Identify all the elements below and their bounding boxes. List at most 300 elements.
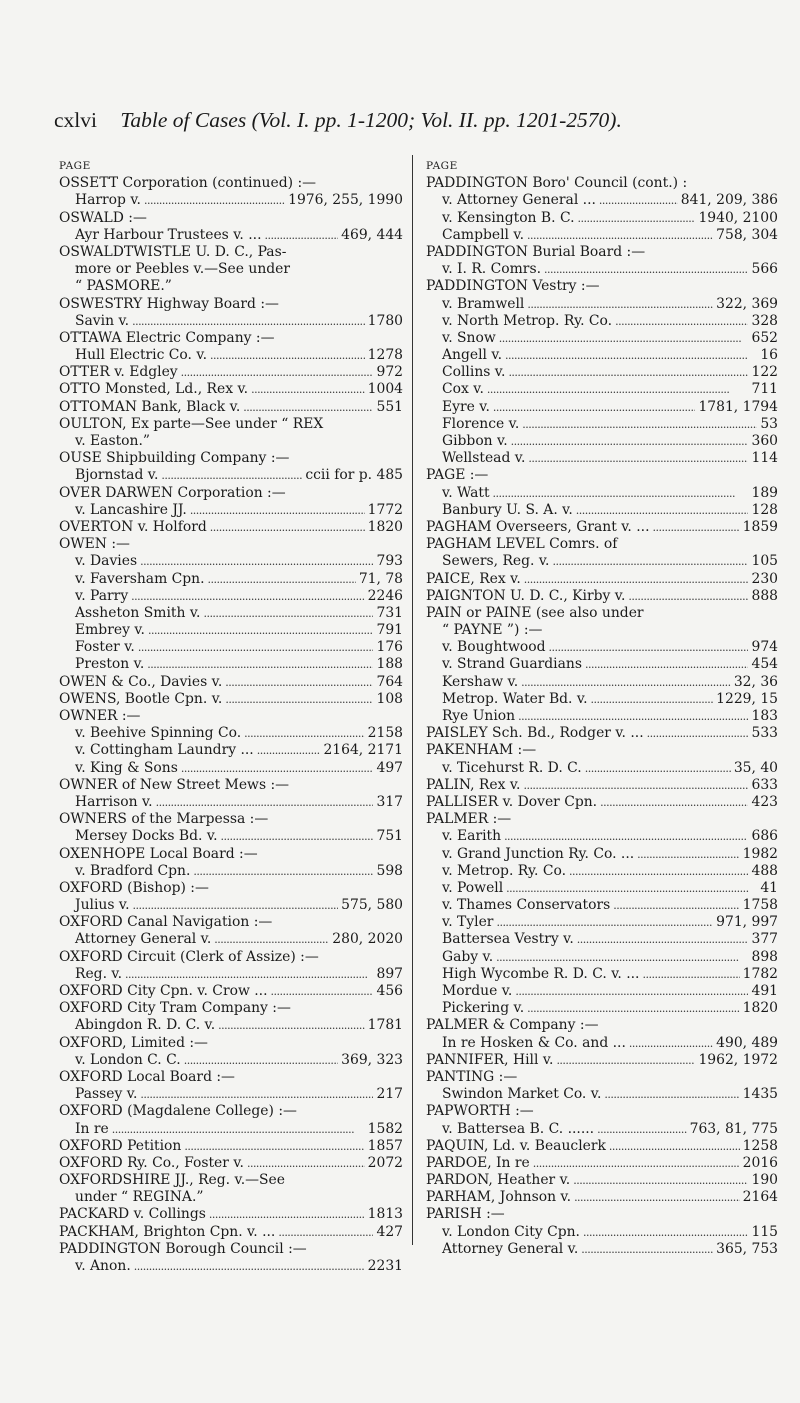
leader-dots bbox=[591, 691, 714, 708]
index-entry bbox=[59, 588, 403, 605]
entry-pages: 369, 323 bbox=[341, 1051, 403, 1068]
index-entry bbox=[59, 1241, 403, 1258]
entry-text: Foster v. bbox=[75, 639, 135, 656]
index-entry bbox=[426, 519, 778, 536]
entry-text: v. Boughtwood bbox=[442, 639, 546, 656]
entry-text: OVERTON v. Holford bbox=[59, 518, 207, 535]
entry-pages: 1940, 2100 bbox=[698, 209, 778, 226]
index-entry bbox=[426, 1069, 778, 1086]
leader-dots bbox=[508, 364, 748, 381]
index-entry bbox=[59, 1017, 403, 1034]
index-entry bbox=[59, 519, 403, 536]
index-entry bbox=[59, 330, 403, 347]
index-entry bbox=[59, 536, 403, 553]
entry-pages: 456 bbox=[376, 983, 403, 999]
entry-pages: 711 bbox=[751, 381, 778, 398]
index-entry bbox=[59, 244, 403, 261]
leader-dots bbox=[132, 313, 365, 330]
entry-text: Abingdon R. D. C. v. bbox=[75, 1017, 216, 1034]
entry-text: v. Ticehurst R. D. C. bbox=[442, 759, 582, 776]
entry-text: OTTER v. Edgley bbox=[59, 364, 178, 381]
entry-pages: 490, 489 bbox=[716, 1034, 778, 1051]
entry-pages: 427 bbox=[376, 1223, 403, 1240]
leader-dots bbox=[209, 1206, 365, 1223]
index-entry bbox=[59, 571, 403, 588]
index-entry bbox=[59, 983, 403, 1000]
leader-dots bbox=[615, 313, 748, 330]
index-entry bbox=[426, 846, 778, 863]
index-entry bbox=[59, 760, 403, 777]
leader-dots bbox=[161, 467, 302, 484]
leader-dots bbox=[504, 828, 748, 845]
entry-text: In re bbox=[75, 1120, 109, 1137]
index-entry bbox=[426, 1086, 778, 1103]
index-entry bbox=[59, 364, 403, 381]
entry-text: OSWALD :— bbox=[59, 209, 147, 226]
entry-text: Attorney General v. bbox=[75, 931, 212, 948]
leader-dots bbox=[573, 1172, 748, 1189]
index-entry bbox=[59, 811, 403, 828]
entry-pages: 53 bbox=[760, 415, 778, 432]
entry-text: Passey v. bbox=[75, 1086, 138, 1103]
index-entry bbox=[59, 296, 403, 313]
entry-pages: 1782 bbox=[742, 965, 778, 982]
entry-pages: 488 bbox=[751, 862, 778, 879]
entry-pages: 71, 78 bbox=[358, 570, 403, 587]
leader-dots bbox=[496, 914, 713, 931]
index-entry bbox=[59, 794, 403, 811]
entry-text: PALIN, Rex v. bbox=[426, 776, 521, 793]
index-entry bbox=[426, 313, 778, 330]
leader-dots bbox=[569, 863, 748, 880]
entry-text: Mersey Docks Bd. v. bbox=[75, 828, 218, 845]
entry-text: PAQUIN, Ld. v. Beauclerk bbox=[426, 1137, 606, 1154]
leader-dots bbox=[184, 1052, 338, 1069]
index-entry bbox=[59, 192, 403, 209]
leader-dots bbox=[583, 1224, 749, 1241]
entry-pages: 2072 bbox=[367, 1154, 403, 1171]
entry-text: v. Earith bbox=[442, 828, 502, 845]
index-entry bbox=[59, 880, 403, 897]
entry-text: PAGE bbox=[426, 160, 458, 172]
entry-text: v. Anon. bbox=[75, 1258, 131, 1274]
index-entry bbox=[59, 1069, 403, 1086]
leader-dots bbox=[585, 760, 731, 777]
index-entry bbox=[59, 846, 403, 863]
leader-dots bbox=[581, 1241, 713, 1258]
leader-dots bbox=[597, 1121, 687, 1138]
entry-text: PAKENHAM :— bbox=[426, 742, 537, 759]
index-entry bbox=[59, 210, 403, 227]
leader-dots bbox=[609, 1138, 740, 1155]
entry-pages: 122 bbox=[751, 364, 778, 381]
index-entry bbox=[426, 553, 778, 570]
entry-pages: 189 bbox=[751, 484, 778, 501]
entry-pages: 190 bbox=[751, 1172, 778, 1189]
entry-text: OTTO Monsted, Ld., Rex v. bbox=[59, 381, 249, 398]
leader-dots bbox=[181, 760, 374, 777]
entry-text: PANNIFER, Hill v. bbox=[426, 1051, 554, 1068]
index-entry bbox=[59, 1206, 403, 1223]
entry-pages: 108 bbox=[376, 690, 403, 707]
index-entry bbox=[59, 433, 403, 450]
entry-text: “ PAYNE ”) :— bbox=[442, 622, 543, 639]
index-entry bbox=[59, 674, 403, 691]
entry-text: v. London City Cpn. bbox=[442, 1223, 580, 1240]
leader-dots bbox=[506, 880, 757, 897]
entry-text: OWNERS of the Marpessa :— bbox=[59, 811, 269, 828]
index-entry bbox=[426, 330, 778, 347]
index-entry bbox=[426, 931, 778, 948]
entry-pages: 1772 bbox=[367, 501, 403, 518]
entry-text: OULTON, Ex parte—See under “ REX bbox=[59, 415, 324, 432]
index-entry bbox=[426, 983, 778, 1000]
index-entry bbox=[426, 502, 778, 519]
index-entry bbox=[59, 914, 403, 931]
entry-pages: 491 bbox=[751, 983, 778, 999]
leader-dots bbox=[225, 691, 373, 708]
entry-text: v. Bradford Cpn. bbox=[75, 862, 191, 879]
leader-dots bbox=[647, 725, 749, 742]
entry-text: Mordue v. bbox=[442, 983, 513, 999]
entry-text: Julius v. bbox=[75, 897, 130, 914]
index-entry bbox=[59, 742, 403, 759]
entry-text: OXFORD Canal Navigation :— bbox=[59, 914, 273, 931]
entry-text: OXFORD, Limited :— bbox=[59, 1034, 208, 1051]
index-entry bbox=[426, 897, 778, 914]
index-entry bbox=[59, 622, 403, 639]
index-entry bbox=[426, 1155, 778, 1172]
entry-text: OXFORD (Magdalene College) :— bbox=[59, 1103, 297, 1120]
entry-pages: 322, 369 bbox=[716, 295, 778, 312]
index-entry bbox=[59, 1155, 403, 1172]
index-entry bbox=[59, 1172, 403, 1189]
leader-dots bbox=[629, 1035, 713, 1052]
entry-text: Harrison v. bbox=[75, 793, 153, 810]
entry-text: Pickering v. bbox=[442, 1000, 525, 1017]
entry-text: v. Cottingham Laundry ... bbox=[75, 742, 254, 759]
entry-text: v. Powell bbox=[442, 879, 504, 896]
entry-text: Hull Electric Co. v. bbox=[75, 347, 207, 364]
entry-pages: 1278 bbox=[367, 347, 403, 364]
index-entry bbox=[426, 605, 778, 622]
index-entry bbox=[426, 261, 778, 278]
entry-text: PAIGNTON U. D. C., Kirby v. bbox=[426, 587, 626, 604]
entry-text: v. Tyler bbox=[442, 914, 494, 931]
leader-dots bbox=[257, 742, 321, 759]
entry-text: v. London C. C. bbox=[75, 1051, 181, 1068]
entry-text: Sewers, Reg. v. bbox=[442, 553, 550, 570]
leader-dots bbox=[138, 639, 374, 656]
entry-pages: 280, 2020 bbox=[332, 931, 403, 948]
leader-dots bbox=[574, 1189, 740, 1206]
index-entry bbox=[426, 467, 778, 484]
index-entry bbox=[426, 450, 778, 467]
index-entry bbox=[59, 399, 403, 416]
leader-dots bbox=[278, 1224, 373, 1241]
entry-text: OXENHOPE Local Board :— bbox=[59, 845, 258, 862]
entry-text: Preston v. bbox=[75, 656, 145, 673]
index-entry bbox=[59, 897, 403, 914]
entry-pages: 1859 bbox=[742, 518, 778, 535]
index-entry bbox=[59, 1103, 403, 1120]
leader-dots bbox=[265, 227, 339, 244]
leader-dots bbox=[193, 863, 373, 880]
entry-pages: 328 bbox=[751, 312, 778, 329]
index-entry bbox=[59, 227, 403, 244]
index-entry bbox=[426, 296, 778, 313]
index-entry bbox=[426, 914, 778, 931]
index-entry bbox=[426, 708, 778, 725]
entry-text: Embrey v. bbox=[75, 622, 145, 639]
index-entry bbox=[426, 175, 778, 192]
entry-text: OWNER of New Street Mews :— bbox=[59, 776, 290, 793]
entry-text: PARHAM, Johnson v. bbox=[426, 1189, 572, 1206]
index-entry bbox=[426, 1052, 778, 1069]
entry-text: PANTING :— bbox=[426, 1068, 518, 1085]
entry-text: OXFORD (Bishop) :— bbox=[59, 879, 209, 896]
index-entry bbox=[426, 485, 778, 502]
index-entry bbox=[59, 1035, 403, 1052]
entry-text: Kershaw v. bbox=[442, 673, 519, 690]
entry-text: Angell v. bbox=[442, 347, 503, 364]
entry-text: Florence v. bbox=[442, 415, 520, 432]
index-entry bbox=[59, 261, 403, 278]
index-entry bbox=[426, 1103, 778, 1120]
entry-pages: 217 bbox=[376, 1086, 403, 1103]
index-entry bbox=[426, 433, 778, 450]
entry-pages: 32, 36 bbox=[733, 673, 778, 690]
index-entry bbox=[426, 399, 778, 416]
index-entry bbox=[426, 656, 778, 673]
entry-pages: 423 bbox=[751, 793, 778, 810]
entry-text: Gaby v. bbox=[442, 948, 494, 965]
entry-text: PARDOE, In re bbox=[426, 1154, 530, 1171]
leader-dots bbox=[548, 639, 748, 656]
entry-pages: 763, 81, 775 bbox=[689, 1120, 778, 1137]
entry-text: OSWESTRY Highway Board :— bbox=[59, 295, 279, 312]
entry-text: PACKARD v. Collings bbox=[59, 1206, 206, 1223]
entry-text: OXFORD City Tram Company :— bbox=[59, 1000, 291, 1017]
entry-text: Campbell v. bbox=[442, 226, 524, 243]
leader-dots bbox=[652, 519, 739, 536]
index-entry bbox=[59, 467, 403, 484]
index-entry bbox=[426, 192, 778, 209]
entry-text: PACKHAM, Brighton Cpn. v. ... bbox=[59, 1223, 276, 1240]
entry-text: PADDINGTON Vestry :— bbox=[426, 278, 600, 295]
leader-dots bbox=[527, 296, 713, 313]
index-entry bbox=[59, 708, 403, 725]
entry-text: v. Battersea B. C. ...... bbox=[442, 1120, 595, 1137]
entry-text: PARDON, Heather v. bbox=[426, 1172, 571, 1189]
entry-pages: 469, 444 bbox=[341, 226, 403, 243]
index-entry bbox=[426, 1241, 778, 1258]
leader-dots bbox=[505, 347, 757, 364]
entry-text: PAGE :— bbox=[426, 467, 489, 484]
entry-text: OUSE Shipbuilding Company :— bbox=[59, 450, 290, 467]
leader-dots bbox=[628, 588, 748, 605]
index-entry bbox=[426, 1206, 778, 1223]
entry-text: OTTOMAN Bank, Black v. bbox=[59, 398, 241, 415]
leader-dots bbox=[140, 1086, 373, 1103]
index-entry bbox=[426, 536, 778, 553]
entry-pages: 898 bbox=[751, 948, 778, 965]
leader-dots bbox=[578, 210, 696, 227]
leader-dots bbox=[251, 381, 365, 398]
entry-text: PALMER & Company :— bbox=[426, 1017, 599, 1034]
entry-pages: 1976, 255, 1990 bbox=[288, 192, 403, 209]
index-entry bbox=[59, 347, 403, 364]
entry-pages: 598 bbox=[376, 862, 403, 879]
entry-pages: 1258 bbox=[742, 1137, 778, 1154]
index-entry bbox=[59, 1052, 403, 1069]
index-entry bbox=[426, 811, 778, 828]
entry-text: v. King & Sons bbox=[75, 759, 178, 776]
leader-dots bbox=[544, 261, 749, 278]
entry-pages: 793 bbox=[376, 553, 403, 570]
index-entry bbox=[426, 1000, 778, 1017]
leader-dots bbox=[527, 1000, 739, 1017]
leader-dots bbox=[140, 553, 373, 570]
leader-dots bbox=[518, 708, 748, 725]
index-entry bbox=[426, 347, 778, 364]
index-entry bbox=[59, 1086, 403, 1103]
entry-pages: 2016 bbox=[742, 1154, 778, 1171]
entry-pages: 1780 bbox=[367, 312, 403, 329]
entry-pages: 114 bbox=[751, 450, 778, 467]
entry-text: PAISLEY Sch. Bd., Rodger v. ... bbox=[426, 725, 644, 742]
entry-pages: 41 bbox=[760, 879, 778, 896]
index-entry bbox=[59, 966, 403, 983]
entry-text: OXFORD Local Board :— bbox=[59, 1068, 235, 1085]
entry-pages: 183 bbox=[751, 708, 778, 724]
leader-dots bbox=[576, 502, 749, 519]
index-entry bbox=[59, 502, 403, 519]
leader-dots bbox=[144, 192, 285, 209]
index-entry bbox=[59, 1224, 403, 1241]
index-entry bbox=[426, 381, 778, 398]
leader-dots bbox=[493, 485, 749, 502]
entry-text: PALMER :— bbox=[426, 811, 512, 828]
index-entry bbox=[426, 416, 778, 433]
index-entry bbox=[59, 553, 403, 570]
leader-dots bbox=[203, 605, 373, 622]
entry-text: v. Faversham Cpn. bbox=[75, 570, 205, 587]
entry-pages: 1229, 15 bbox=[716, 690, 778, 707]
entry-pages: 758, 304 bbox=[716, 226, 778, 243]
index-entry bbox=[59, 450, 403, 467]
entry-pages: 652 bbox=[751, 329, 778, 346]
entry-pages: 377 bbox=[751, 931, 778, 948]
leader-dots bbox=[585, 656, 749, 673]
entry-pages: 16 bbox=[760, 347, 778, 364]
index-entry bbox=[426, 1017, 778, 1034]
index-entry bbox=[59, 278, 403, 295]
leader-dots bbox=[181, 364, 374, 381]
index-entry bbox=[426, 674, 778, 691]
leader-dots bbox=[528, 450, 748, 467]
leader-dots bbox=[214, 931, 329, 948]
index-entry bbox=[426, 639, 778, 656]
leader-dots bbox=[523, 777, 748, 794]
entry-text: OXFORDSHIRE JJ., Reg. v.—See bbox=[59, 1172, 285, 1189]
index-entry bbox=[426, 725, 778, 742]
entry-text: Rye Union bbox=[442, 708, 516, 724]
entry-text: PAGHAM LEVEL Comrs. of bbox=[426, 536, 618, 553]
entry-text: v. Beehive Spinning Co. bbox=[75, 725, 242, 742]
index-entry bbox=[59, 1121, 403, 1138]
entry-text: v. Lancashire JJ. bbox=[75, 501, 187, 518]
index-entry bbox=[59, 175, 403, 192]
leader-dots bbox=[642, 966, 739, 983]
leader-dots bbox=[499, 330, 749, 347]
entry-text: Cox v. bbox=[442, 381, 484, 398]
entry-pages: 2158 bbox=[367, 725, 403, 742]
leader-dots bbox=[244, 725, 364, 742]
page-header bbox=[54, 108, 780, 133]
index-entry bbox=[426, 1035, 778, 1052]
leader-dots bbox=[225, 674, 373, 691]
index-entry bbox=[59, 485, 403, 502]
entry-text: OTTAWA Electric Company :— bbox=[59, 329, 275, 346]
entry-pages: 1435 bbox=[742, 1086, 778, 1103]
entry-pages: 533 bbox=[751, 725, 778, 742]
index-entry bbox=[59, 381, 403, 398]
index-entry bbox=[426, 880, 778, 897]
index-entry bbox=[426, 364, 778, 381]
leader-dots bbox=[184, 1138, 364, 1155]
entry-pages: 972 bbox=[376, 364, 403, 381]
entry-pages: 888 bbox=[751, 587, 778, 604]
entry-text: High Wycombe R. D. C. v. ... bbox=[442, 965, 640, 982]
leader-dots bbox=[556, 1052, 695, 1069]
leader-dots bbox=[271, 983, 374, 1000]
index-entry bbox=[426, 794, 778, 811]
leader-dots bbox=[190, 502, 365, 519]
index-entry bbox=[426, 742, 778, 759]
entry-text: v. Strand Guardians bbox=[442, 656, 582, 673]
entry-pages: 105 bbox=[751, 553, 778, 570]
index-entry bbox=[426, 691, 778, 708]
leader-dots bbox=[577, 931, 749, 948]
leader-dots bbox=[208, 571, 356, 588]
entry-text: v. Watt bbox=[442, 484, 490, 501]
page-title: Table of Cases (Vol. I. pp. 1-1200; Vol. II. pp. 1201-2570). bbox=[120, 108, 622, 132]
leader-dots bbox=[156, 794, 374, 811]
entry-pages: 1781 bbox=[367, 1017, 403, 1034]
entry-pages: 731 bbox=[376, 604, 403, 621]
index-entry bbox=[426, 1189, 778, 1206]
leader-dots bbox=[493, 399, 696, 416]
entry-text: v. Kensington B. C. bbox=[442, 209, 575, 226]
entry-text: v. Easton.” bbox=[75, 433, 150, 449]
entry-text: OWEN & Co., Davies v. bbox=[59, 673, 223, 690]
leader-dots bbox=[243, 399, 373, 416]
index-entry bbox=[59, 1189, 403, 1206]
index-entry bbox=[426, 1121, 778, 1138]
entry-pages: 360 bbox=[751, 433, 778, 449]
index-entry bbox=[426, 622, 778, 639]
index-entry bbox=[426, 571, 778, 588]
entry-pages: 575, 580 bbox=[341, 897, 403, 914]
index-entry bbox=[59, 828, 403, 845]
index-entry bbox=[59, 639, 403, 656]
leader-dots bbox=[133, 897, 339, 914]
leader-dots bbox=[600, 794, 748, 811]
entry-text: Attorney General v. bbox=[442, 1240, 579, 1257]
entry-pages: 764 bbox=[376, 673, 403, 690]
leader-dots bbox=[210, 347, 365, 364]
